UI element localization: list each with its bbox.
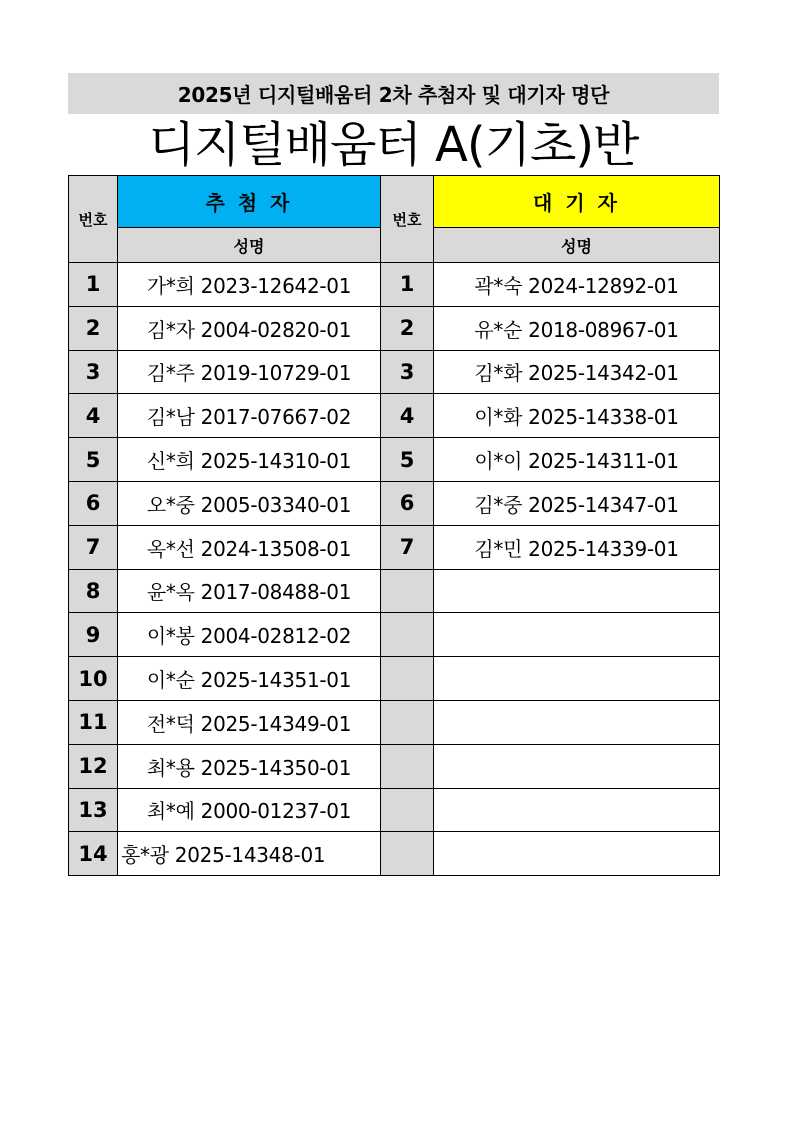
table-row: [69, 438, 720, 482]
winner-name-cell: 최*예 2000-01237-01: [118, 788, 381, 832]
row-number: 2: [69, 306, 118, 350]
winner-name-cell: 이*순 2025-14351-01: [118, 657, 381, 701]
page-title: 디지털배움터 A(기초)반: [148, 117, 639, 173]
waitlist-name-cell: [434, 657, 720, 701]
table-row: [69, 700, 720, 744]
roster-table: [68, 175, 720, 876]
row-number: 10: [69, 657, 118, 701]
waitlist-name-cell: 김*민 2025-14339-01: [434, 525, 720, 569]
waitlist-name-cell: 곽*숙 2024-12892-01: [434, 263, 720, 307]
row-number: 5: [69, 438, 118, 482]
wait-number: 6: [381, 481, 434, 525]
wait-number-column-header: 번호: [381, 176, 434, 263]
number-column-header: 번호: [69, 176, 118, 263]
row-number: 7: [69, 525, 118, 569]
waitlist-name-cell: 이*화 2025-14338-01: [434, 394, 720, 438]
table-row: [69, 394, 720, 438]
table-row: [69, 481, 720, 525]
waitlist-column-header: 대 기 자: [434, 176, 720, 228]
table-row: [69, 306, 720, 350]
row-number: 3: [69, 350, 118, 394]
waitlist-name-cell: [434, 744, 720, 788]
row-number: 8: [69, 569, 118, 613]
winner-name-cell: 김*주 2019-10729-01: [118, 350, 381, 394]
waitlist-name-cell: [434, 788, 720, 832]
waitlist-name-cell: [434, 832, 720, 876]
row-number: 4: [69, 394, 118, 438]
waitlist-name-cell: 유*순 2018-08967-01: [434, 306, 720, 350]
table-row: [69, 832, 720, 876]
winner-name-cell: 옥*선 2024-13508-01: [118, 525, 381, 569]
winner-name-cell: 김*남 2017-07667-02: [118, 394, 381, 438]
wait-number: 7: [381, 525, 434, 569]
waitlist-name-subheader: 성명: [434, 228, 720, 263]
row-number: 12: [69, 744, 118, 788]
row-number: 1: [69, 263, 118, 307]
table-row: [69, 569, 720, 613]
waitlist-name-cell: [434, 700, 720, 744]
row-number: 13: [69, 788, 118, 832]
winner-name-cell: 김*자 2004-02820-01: [118, 306, 381, 350]
table-row: [69, 525, 720, 569]
table-row: [69, 744, 720, 788]
wait-number: [381, 788, 434, 832]
table-row: [69, 263, 720, 307]
wait-number: 5: [381, 438, 434, 482]
winner-name-cell: 최*용 2025-14350-01: [118, 744, 381, 788]
row-number: 14: [69, 832, 118, 876]
wait-number: [381, 700, 434, 744]
wait-number: [381, 744, 434, 788]
winner-name-subheader: 성명: [118, 228, 381, 263]
winner-name-cell: 오*중 2005-03340-01: [118, 481, 381, 525]
wait-number: [381, 613, 434, 657]
winner-name-cell: 홍*광 2025-14348-01: [118, 832, 381, 876]
table-row: [69, 788, 720, 832]
wait-number: [381, 657, 434, 701]
wait-number: 1: [381, 263, 434, 307]
wait-number: [381, 832, 434, 876]
waitlist-name-cell: [434, 613, 720, 657]
winner-name-cell: 가*희 2023-12642-01: [118, 263, 381, 307]
row-number: 9: [69, 613, 118, 657]
winners-column-header: 추 첨 자: [118, 176, 381, 228]
waitlist-name-cell: 이*이 2025-14311-01: [434, 438, 720, 482]
wait-number: 2: [381, 306, 434, 350]
winner-name-cell: 이*봉 2004-02812-02: [118, 613, 381, 657]
wait-number: [381, 569, 434, 613]
waitlist-name-cell: 김*중 2025-14347-01: [434, 481, 720, 525]
row-number: 11: [69, 700, 118, 744]
table-row: [69, 613, 720, 657]
winner-name-cell: 윤*옥 2017-08488-01: [118, 569, 381, 613]
waitlist-name-cell: 김*화 2025-14342-01: [434, 350, 720, 394]
roster-body: [69, 263, 720, 876]
wait-number: 4: [381, 394, 434, 438]
winner-name-cell: 전*덕 2025-14349-01: [118, 700, 381, 744]
winner-name-cell: 신*희 2025-14310-01: [118, 438, 381, 482]
row-number: 6: [69, 481, 118, 525]
wait-number: 3: [381, 350, 434, 394]
document-subtitle-banner: 2025년 디지털배움터 2차 추첨자 및 대기자 명단: [68, 73, 719, 114]
table-row: [69, 350, 720, 394]
table-row: [69, 657, 720, 701]
waitlist-name-cell: [434, 569, 720, 613]
